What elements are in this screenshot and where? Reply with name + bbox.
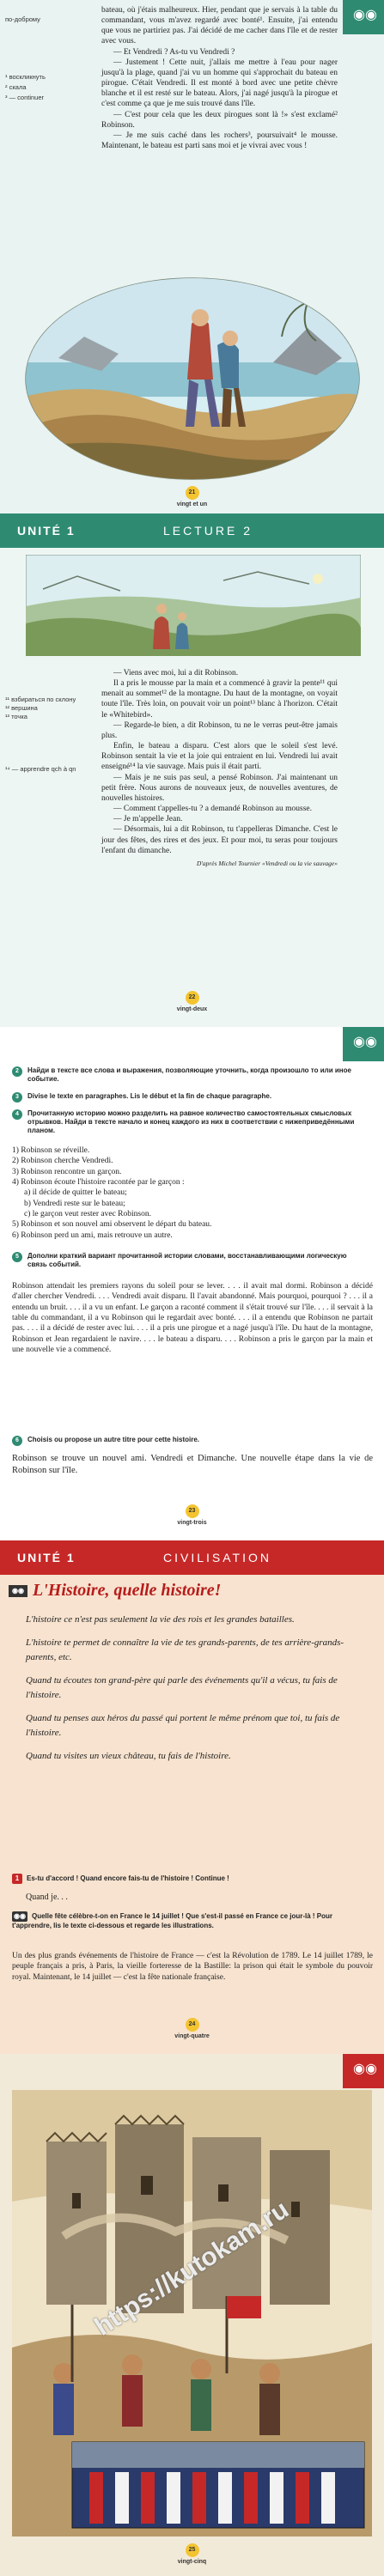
paragraph: — Je m'appelle Jean. [113, 815, 183, 824]
hilltop-illustration [26, 555, 361, 656]
glossary [5, 696, 82, 775]
poem-line: L'histoire te permet de connaître la vie de tes grands-parents, de tes arrière-grands-parents, etc. [26, 1637, 344, 1663]
question-badge: 1 [12, 1874, 22, 1884]
page-number [0, 486, 384, 509]
paragraph: — Et Vendredi ? As-tu vu Vendredi ? [113, 47, 235, 57]
glossary [5, 15, 82, 104]
plan-item: 2) Robinson cherche Vendredi. [12, 1157, 113, 1166]
page-number-badge: 23 [186, 1504, 199, 1518]
lesson-label: LECTURE 2 [163, 524, 253, 538]
corner-tab [343, 0, 384, 34]
section-title [9, 1580, 369, 1602]
paragraph: — C'est pour cela que les deux pirogues sont là !» s'est exclamé² Robinson. [101, 110, 338, 130]
unit-header [0, 513, 384, 548]
paragraph: bateau, où j'étais malheureux. Hier, pendant que je servais à la table du commandant, vous m'avez regardé avec bonté¹. Ensuite, j'ai entendu que vous ne partiriez pas. J'ai décidé de me cacher dans l'île et de rester avec vous. [101, 6, 338, 46]
task-5 [12, 1252, 373, 1269]
paragraph: — Mais je ne suis pas seul, a pensé Robinson. J'ai maintenant un petit frère. Nous aurons de nouveaux jeux, de nouvelles aventures, de nouvelles histoires. [101, 773, 338, 803]
paragraph: Enfin, le bateau a disparu. C'est alors que le soleil s'est levé. Robinson sentait la vie et la joie qui entraient en lui. Vendredi lui avait enseigné¹⁴ la vie sauvage. Mais puis il était parti. [101, 742, 338, 772]
pair-reading-icon: ◉◉ [353, 2062, 377, 2076]
plan-item: 6) Robinson perd un ami, mais retrouve un autre. [12, 1230, 173, 1240]
gloss-item: ² скала [5, 83, 27, 91]
plan-item: b) Vendredi reste sur le bateau; [24, 1199, 125, 1208]
page-24 [0, 1540, 384, 2054]
source-credit: D'après Michel Tournier «Vendredi ou la vie sauvage» [196, 859, 338, 867]
page-number [0, 2018, 384, 2041]
plan-item: a) il décide de quitter le bateau; [24, 1188, 127, 1198]
poem-line: Quand tu écoutes ton grand-père qui parle des événements qu'il a vécus, tu fais de l'histoire. [26, 1675, 338, 1701]
plan-list [12, 1145, 373, 1241]
page-number-badge: 24 [186, 2018, 199, 2032]
paragraph: — Justement ! Cette nuit, j'allais me mettre à l'eau pour nager jusqu'à la plage, quand j'ai vu un homme qui s'approchait du bateau en pirogue. C'était Vendredi. Il est monté à bord avec une petite chèvre blanche et il est resté sur le bateau. Alors, j'ai nagé jusqu'à la pirogue et c'est comme ça que je me suis trouvé dans l'île. [101, 58, 338, 109]
gloss-item: ¹³ точка [5, 713, 27, 720]
unit-header [0, 1540, 384, 1575]
task-text: Choisis ou propose un autre titre pour cette histoire. [27, 1436, 200, 1443]
task-text: Дополни краткий вариант прочитанной истории словами, восстанавливающими логическую связь событий. [27, 1252, 347, 1269]
page-number-word: vingt-cinq [177, 2559, 207, 2565]
summary-text: Robinson attendait les premiers rayons du soleil pour se lever. . . . il avait mal dormi. Robinson a décidé d'aller chercher Vendredi. . . . Vendredi avait disparu. Il l'avait abandonné. Mais pourquoi, pourquoi ? . . . il a entendu un bruit. . . . il a vu un enfant. Le garçon a raconté comment il s'était trouvé sur l'île. . . . il servait à la table du commandant, il a vu Robinson qui le regardait avec bonté. . . . il a entendu que Robinson ne partait pas. . . . il a décidé de rester avec lui. . . . il a pris une pirogue et a nagé jusqu'à l'île. Du haut de la montagne, Robinson et Jean regardaient le navire. . . . le bateau a disparu. . . . Robinson a pris le garçon par la main et une nouvelle vie a commencé. [12, 1282, 373, 1355]
page-23 [0, 1027, 384, 1540]
page-number-word: vingt et un [176, 501, 208, 507]
page-21 [0, 0, 384, 513]
paragraph: — Je me suis caché dans les rochers³, poursuivait⁴ le mousse. Maintenant, le bateau est parti sans moi et je vivrai avec vous ! [101, 131, 338, 151]
corner-tab [343, 1027, 384, 1061]
page-number-word: vingt-quatre [174, 2033, 210, 2039]
section-title-text: L'Histoire, quelle histoire! [33, 1581, 222, 1600]
page-25 [0, 2054, 384, 2576]
listening-icon: ◉◉ [9, 1585, 27, 1597]
watermark: https://kutokam.ru [89, 2195, 294, 2342]
paragraph: — Désormais, lui a dit Robinson, tu t'appelleras Dimanche. C'est le jour des fêtes, des rires et des jeux. Et pour moi, tu seras pour toujours l'enfant du dimanche. [101, 825, 338, 855]
task-number: 4 [12, 1109, 22, 1120]
task-text: Прочитанную историю можно разделить на равное количество самостоятельных смысловых отрывков. Найди в тексте начало и конец каждого из них в соответствии с нижеприведёнными планом. [27, 1109, 355, 1135]
page-number-word: vingt-deux [176, 1006, 208, 1012]
question-text: Es-tu d'accord ! Quand encore fais-tu de l'histoire ! Continue ! [27, 1874, 229, 1882]
task-text: Divise le texte en paragraphes. Lis le début et la fin de chaque paragraphe. [27, 1092, 272, 1100]
page-number [0, 991, 384, 1014]
pair-reading-icon: ◉◉ [353, 8, 377, 22]
gloss-item: ¹² вершина [5, 704, 38, 712]
question-badge: ◉◉ [12, 1911, 27, 1922]
poem-line: Quand tu visites un vieux château, tu fais de l'histoire. [26, 1751, 231, 1762]
paragraph: Il a pris le mousse par la main et a commencé à gravir la pente¹¹ qui menait au sommet¹² de la montagne. Du haut de la montagne, on voyait toute l'île. Très loin, on pouvait voir un point¹³ blanc à l'horizon. C'était le «Whitebird». [101, 679, 338, 720]
ending-text: Robinson se trouve un nouvel ami. Vendredi et Dimanche. Une nouvelle étape dans la vie de Robinson sur l'île. [12, 1454, 373, 1475]
task-3 [12, 1092, 373, 1103]
gloss-item: ¹⁴ — apprendre qch à qn [5, 765, 76, 773]
lesson-label: CIVILISATION [163, 1551, 271, 1564]
plan-item: 5) Robinson et son nouvel ami observent le départ du bateau. [12, 1220, 212, 1230]
task-4 [12, 1109, 373, 1136]
answer-prompt: Quand je. . . [26, 1893, 68, 1902]
gloss-item: ¹¹ взбираться по склону [5, 696, 76, 703]
question-1 [12, 1874, 373, 1884]
page-number-badge: 21 [186, 486, 199, 500]
unit-label: UNITÉ 1 [17, 524, 76, 538]
paragraph: — Comment t'appelles-tu ? a demandé Robinson au mousse. [113, 805, 312, 814]
page-22 [0, 513, 384, 1027]
task-text: Найди в тексте все слова и выражения, позволяющие уточнить, когда произошло то или иное событие. [27, 1066, 351, 1084]
plan-item: c) le garçon veut rester avec Robinson. [24, 1210, 151, 1219]
story-text [101, 5, 338, 151]
story-text [101, 668, 338, 867]
poem-line: L'histoire ce n'est pas seulement la vie des rois et les grandes batailles. [26, 1614, 295, 1625]
plan-item: 1) Robinson se réveille. [12, 1146, 90, 1155]
task-6 [12, 1436, 373, 1446]
gloss-item: по-доброму [5, 15, 40, 23]
pair-reading-icon: ◉◉ [353, 1035, 377, 1049]
task-number: 2 [12, 1066, 22, 1077]
corner-tab [343, 2054, 384, 2088]
page-number [0, 2543, 384, 2567]
paragraph: — Viens avec moi, lui a dit Robinson. [113, 669, 239, 677]
task-number: 5 [12, 1252, 22, 1262]
task-number: 3 [12, 1092, 22, 1103]
gloss-item: ³ — continuer [5, 94, 45, 101]
robinson-illustration [24, 276, 361, 481]
plan-item: 4) Robinson écoute l'histoire racontée par le garçon : [12, 1178, 185, 1188]
gloss-item: ¹ воскликнуть [5, 73, 46, 81]
history-paragraph: Un des plus grands événements de l'histoire de France — c'est la Révolution de 1789. Le 14 juillet 1789, le peuple français a pris, à Paris, la vieille forteresse de la Bastille: la prison qui était le symbole du pouvoir royal. Maintenant, le 14 juillet — c'est la fête nationale française. [12, 1952, 373, 1982]
page-number-word: vingt-trois [177, 1520, 207, 1526]
page-number-badge: 22 [186, 991, 199, 1005]
intro-poem [26, 1613, 361, 1772]
task-2 [12, 1066, 373, 1084]
unit-label: UNITÉ 1 [17, 1551, 76, 1564]
plan-item: 3) Robinson rencontre un garçon. [12, 1167, 122, 1176]
question-text: Quelle fête célèbre-t-on en France le 14 juillet ! Que s'est-il passé en France ce jour-là ! Pour t'apprendre, lis le texte ci-dessous et regarde les illustrations. [12, 1912, 333, 1929]
poem-line: Quand tu penses aux héros du passé qui portent le même prénom que toi, tu fais de l'histoire. [26, 1713, 340, 1739]
page-number [0, 1504, 384, 1528]
question-2 [12, 1911, 373, 1930]
paragraph: — Regarde-le bien, a dit Robinson, tu ne le verras peut-être jamais plus. [101, 720, 338, 740]
task-number: 6 [12, 1436, 22, 1446]
parade-photo [72, 2442, 364, 2528]
page-number-badge: 25 [186, 2543, 199, 2557]
